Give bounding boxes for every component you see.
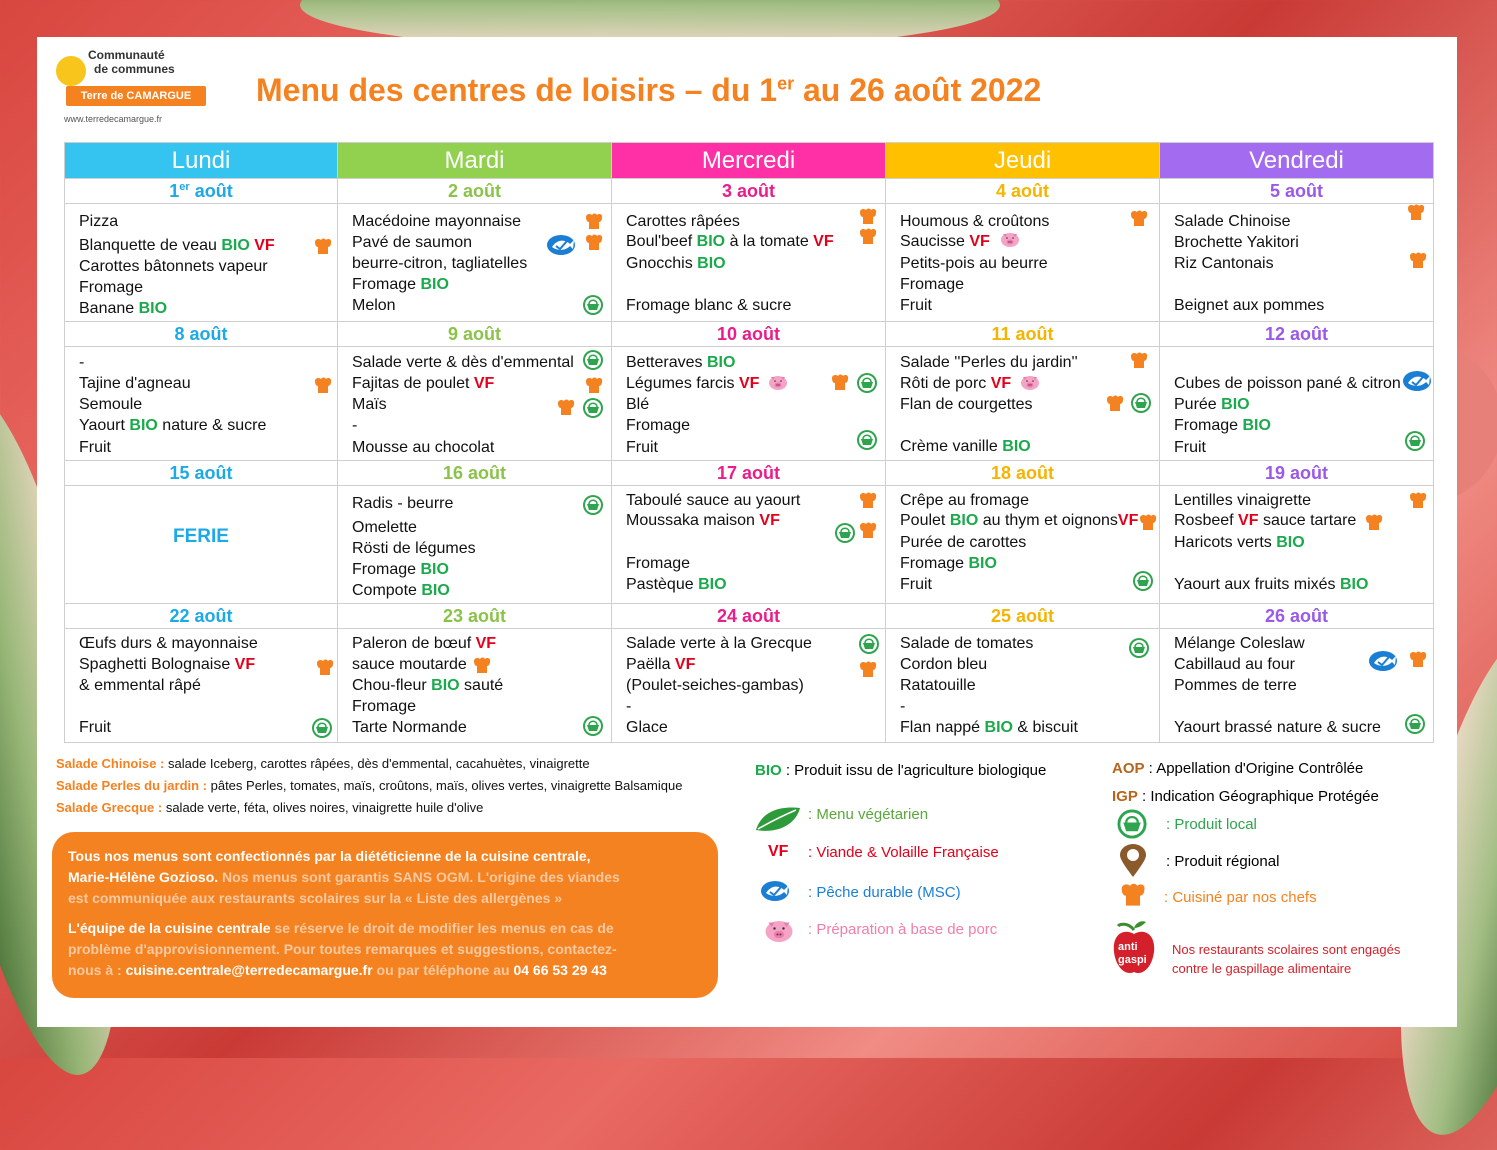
- menu-cell-jeudi: [886, 204, 1160, 322]
- date-vendredi: 5 août: [1160, 179, 1434, 204]
- dish-line: Mélange Coleslaw: [1174, 635, 1305, 652]
- regional-pin-icon: [1118, 843, 1148, 879]
- menu-row: [65, 204, 1434, 322]
- dish-line: -: [352, 417, 358, 434]
- dish-line: Pavé de saumon: [352, 234, 473, 251]
- dish-line: Purée de carottes: [900, 534, 1027, 551]
- dish-line: Fromage BIO: [352, 276, 449, 293]
- date-mercredi: 24 août: [612, 604, 886, 629]
- dish-line: Flan de courgettes: [900, 396, 1033, 413]
- bio-tag: BIO: [696, 233, 726, 250]
- chef-hat-icon: [584, 213, 604, 230]
- dish-line: Spaghetti Bolognaise VF: [79, 656, 256, 673]
- dish-line: Cubes de poisson pané & citron: [1174, 375, 1401, 392]
- logo-band: Terre de CAMARGUE: [66, 86, 206, 106]
- chef-hat-icon: [858, 661, 878, 678]
- legend-msc: : Pêche durable (MSC): [808, 884, 961, 901]
- dish-line: Yaourt brassé nature & sucre: [1174, 719, 1381, 736]
- date-lundi: 1er août: [65, 179, 338, 204]
- menu-cell-lundi: [65, 347, 338, 461]
- dish-line: Ratatouille: [900, 677, 976, 694]
- vf-tag: VF: [759, 512, 780, 529]
- dish-line: Brochette Yakitori: [1174, 234, 1299, 251]
- bio-tag: BIO: [138, 300, 168, 317]
- chef-hat-icon: [1406, 204, 1426, 221]
- local-basket-icon: [582, 397, 604, 419]
- dish-line: Rosbeef VF sauce tartare: [1174, 512, 1357, 529]
- vf-tag: VF: [473, 375, 495, 392]
- chef-hat-icon: [1408, 252, 1428, 269]
- date-row: [65, 322, 1434, 347]
- legend-vf: : Viande & Volaille Française: [808, 844, 999, 861]
- chef-hat-icon: [584, 377, 604, 394]
- dish-line: Lentilles vinaigrette: [1174, 492, 1311, 509]
- chef-hat-icon: [1138, 514, 1158, 531]
- dish-line: Poulet BIO au thym et oignonsVF: [900, 512, 1139, 529]
- bio-tag: BIO: [1242, 417, 1271, 434]
- dish-line: Fromage blanc & sucre: [626, 297, 792, 314]
- menu-cell-jeudi: [886, 486, 1160, 604]
- chef-hat-icon: [1364, 514, 1384, 531]
- chef-hat-icon: [1408, 492, 1428, 509]
- date-jeudi: 25 août: [886, 604, 1160, 629]
- note-grecque: Salade Grecque : salade verte, féta, olives noires, vinaigrette huile d'olive: [56, 800, 484, 815]
- dish-line: Rösti de légumes: [352, 540, 476, 557]
- vf-tag: VF: [674, 656, 696, 673]
- vf-tag: VF: [1238, 512, 1259, 529]
- date-lundi: 22 août: [65, 604, 338, 629]
- dish-line: Paëlla VF: [626, 656, 696, 673]
- legend-igp: IGP : Indication Géographique Protégée: [1112, 788, 1379, 805]
- logo-url: www.terredecamargue.fr: [64, 114, 163, 124]
- date-jeudi: 4 août: [886, 179, 1160, 204]
- vf-tag: VF: [1117, 512, 1139, 529]
- dish-line: Boul'beef BIO à la tomate VF: [626, 233, 834, 250]
- chef-hat-icon: [830, 374, 850, 391]
- logo: [56, 48, 216, 128]
- dish-line: Blé: [626, 396, 650, 413]
- bio-tag: BIO: [1339, 576, 1369, 593]
- legend-local: : Produit local: [1166, 816, 1257, 833]
- chef-hat-icon: [858, 228, 878, 245]
- bio-tag: BIO: [1276, 534, 1305, 551]
- dish-line: -: [900, 698, 906, 715]
- dish-line: Semoule: [79, 396, 143, 413]
- legend-bio: BIO : Produit issu de l'agriculture biologique: [755, 762, 1047, 779]
- dish-line: Crêpe au fromage: [900, 492, 1029, 509]
- day-header-row: [65, 143, 1434, 179]
- dish-line: (Poulet-seiches-gambas): [626, 677, 804, 694]
- menu-cell-jeudi: [886, 629, 1160, 743]
- bio-tag: BIO: [984, 719, 1013, 736]
- chef-hat-icon: [858, 208, 878, 225]
- vf-tag: VF: [813, 233, 834, 250]
- menu-cell-mercredi: [612, 347, 886, 461]
- sun-icon: [56, 56, 86, 86]
- bio-tag: BIO: [697, 255, 726, 272]
- dish-line: Yaourt BIO nature & sucre: [79, 417, 267, 434]
- bio-tag: BIO: [431, 677, 460, 694]
- vf-tag: VF: [990, 375, 1012, 392]
- dish-line: Fruit: [1174, 439, 1206, 456]
- dish-line: Macédoine mayonnaise: [352, 213, 521, 230]
- chef-hat-icon: [858, 522, 878, 539]
- dish-line: Chou-fleur BIO sauté: [352, 677, 504, 694]
- bio-tag: BIO: [698, 576, 727, 593]
- dish-line: Pizza: [79, 213, 119, 230]
- local-basket-icon: [1132, 570, 1154, 592]
- local-basket-icon: [311, 717, 333, 739]
- note-perles: Salade Perles du jardin : pâtes Perles, tomates, maïs, croûtons, maïs, olives vertes, vinaigrette Balsamique: [56, 778, 683, 793]
- dish-line: Fromage: [626, 417, 691, 434]
- dish-line: Salade ''Perles du jardin'': [900, 354, 1078, 371]
- date-row: [65, 461, 1434, 486]
- local-basket-icon: [582, 715, 604, 737]
- vf-tag: VF: [234, 656, 256, 673]
- date-vendredi: 26 août: [1160, 604, 1434, 629]
- dish-line: Beignet aux pommes: [1174, 297, 1325, 314]
- logo-line1: Communauté: [88, 48, 165, 62]
- bio-tag: BIO: [420, 561, 449, 578]
- local-basket-icon: [1404, 713, 1426, 735]
- local-basket-icon: [858, 633, 880, 655]
- bio-tag: BIO: [949, 512, 979, 529]
- date-mardi: 9 août: [338, 322, 612, 347]
- menu-cell-mercredi: [612, 486, 886, 604]
- ferie-label: FERIE: [173, 526, 229, 547]
- bio-tag: BIO: [420, 276, 449, 293]
- dish-line: Blanquette de veau BIO VF: [79, 237, 275, 254]
- dish-line: Tajine d'agneau: [79, 375, 191, 392]
- local-basket-icon: [582, 294, 604, 316]
- chef-hat-icon: [1408, 651, 1428, 668]
- menu-cell-mardi: [338, 204, 612, 322]
- menu-cell-mardi: [338, 486, 612, 604]
- apple-text-2: gaspi: [1118, 954, 1147, 966]
- dish-line: Haricots verts BIO: [1174, 534, 1305, 551]
- local-basket-icon: [1130, 392, 1152, 414]
- legend-chefs: : Cuisiné par nos chefs: [1164, 889, 1317, 906]
- dish-line: Compote BIO: [352, 582, 450, 599]
- chef-hat-icon: [313, 377, 333, 394]
- dish-line: Salade verte & dès d'emmental: [352, 354, 574, 371]
- local-basket-icon: [582, 494, 604, 516]
- dish-line: sauce moutarde: [352, 656, 467, 673]
- date-mercredi: 3 août: [612, 179, 886, 204]
- chef-hat-icon: [472, 657, 492, 674]
- dish-line: Mousse au chocolat: [352, 439, 495, 456]
- day-header-vendredi: Vendredi: [1160, 143, 1434, 179]
- dish-line: Gnocchis BIO: [626, 255, 726, 272]
- legend-vegetarien: : Menu végétarien: [808, 806, 929, 823]
- chef-hat-icon: [1129, 352, 1149, 369]
- dish-line: -: [626, 698, 632, 715]
- day-header-jeudi: Jeudi: [886, 143, 1160, 179]
- dish-line: Fruit: [79, 439, 111, 456]
- dish-line: Fromage: [626, 555, 691, 572]
- dish-line: Fajitas de poulet VF: [352, 375, 495, 392]
- dish-line: Légumes farcis VF: [626, 375, 760, 392]
- dish-line: Carottes râpées: [626, 213, 740, 230]
- dish-line: Yaourt aux fruits mixés BIO: [1174, 576, 1369, 593]
- date-mardi: 2 août: [338, 179, 612, 204]
- pig-icon: [1000, 231, 1020, 247]
- legend-antigaspi: Nos restaurants scolaires sont engagés contre le gaspillage alimentaire: [1172, 942, 1401, 976]
- dish-line: Paleron de bœuf VF: [352, 635, 497, 652]
- dish-line: Fromage: [79, 279, 144, 296]
- date-row: [65, 604, 1434, 629]
- chef-hat-icon: [556, 399, 576, 416]
- vf-tag: VF: [738, 375, 760, 392]
- date-lundi: 8 août: [65, 322, 338, 347]
- legend-vf-key: VF: [768, 843, 789, 860]
- dish-line: Melon: [352, 297, 396, 314]
- dish-line: Radis - beurre: [352, 495, 454, 512]
- pig-icon: [1020, 374, 1040, 390]
- dish-line: Salade de tomates: [900, 635, 1034, 652]
- bio-tag: BIO: [421, 582, 450, 599]
- dish-line: Salade Chinoise: [1174, 213, 1291, 230]
- local-basket-icon: [1128, 637, 1150, 659]
- chef-hat-icon: [584, 234, 604, 251]
- dish-line: beurre-citron, tagliatelles: [352, 255, 528, 272]
- salad-notes: [56, 756, 682, 822]
- msc-fish-icon: [1402, 370, 1432, 392]
- info-paragraph-2: L'équipe de la cuisine centrale se réserve le droit de modifier les menus en cas de problème d'approvisionnement. Pour toutes remarques et suggestions, contactez- nous à : cuisine.centrale@terredecamargue.fr ou par téléphone au 04 66 53 29 43: [68, 920, 617, 978]
- dish-line: -: [79, 354, 85, 371]
- menu-table: [64, 142, 1434, 743]
- day-header-mercredi: Mercredi: [612, 143, 886, 179]
- chef-hat-icon: [1118, 883, 1148, 907]
- info-box: [52, 832, 718, 998]
- dish-line: Moussaka maison VF: [626, 512, 780, 529]
- dish-line: Fromage: [352, 698, 417, 715]
- date-mercredi: 17 août: [612, 461, 886, 486]
- menu-row: [65, 347, 1434, 461]
- dish-line: Salade verte à la Grecque: [626, 635, 812, 652]
- dish-line: Fromage BIO: [900, 555, 997, 572]
- msc-fish-icon: [546, 234, 576, 256]
- dish-line: Pastèque BIO: [626, 576, 727, 593]
- bio-tag: BIO: [1221, 396, 1250, 413]
- chef-hat-icon: [315, 659, 335, 676]
- page-title: Menu des centres de loisirs – du 1er au 26 août 2022: [256, 72, 1042, 108]
- msc-fish-icon: [760, 880, 790, 902]
- date-mercredi: 10 août: [612, 322, 886, 347]
- local-basket-icon: [1404, 430, 1426, 452]
- menu-cell-vendredi: [1160, 486, 1434, 604]
- dish-line: Riz Cantonais: [1174, 255, 1274, 272]
- menu-cell-lundi: [65, 486, 338, 604]
- dish-line: Fromage BIO: [1174, 417, 1271, 434]
- pig-icon: [764, 918, 794, 942]
- menu-cell-lundi: [65, 204, 338, 322]
- dish-line: Maïs: [352, 396, 387, 413]
- date-lundi: 15 août: [65, 461, 338, 486]
- menu-cell-mardi: [338, 347, 612, 461]
- msc-fish-icon: [1368, 650, 1398, 672]
- dish-line: Crème vanille BIO: [900, 438, 1031, 455]
- legend-porc: : Préparation à base de porc: [808, 921, 998, 938]
- vf-tag: VF: [969, 233, 990, 250]
- dish-line: Houmous & croûtons: [900, 213, 1050, 230]
- dish-line: Cabillaud au four: [1174, 656, 1295, 673]
- legend-regional: : Produit régional: [1166, 853, 1280, 870]
- local-basket-icon: [582, 349, 604, 371]
- menu-cell-mercredi: [612, 204, 886, 322]
- date-mardi: 23 août: [338, 604, 612, 629]
- contact-email[interactable]: cuisine.centrale@terredecamargue.fr: [125, 962, 373, 978]
- legend-aop: AOP : Appellation d'Origine Contrôlée: [1112, 760, 1364, 777]
- date-jeudi: 11 août: [886, 322, 1160, 347]
- date-vendredi: 12 août: [1160, 322, 1434, 347]
- menu-row: [65, 629, 1434, 743]
- logo-line2: de communes: [94, 62, 175, 76]
- dish-line: Œufs durs & mayonnaise: [79, 635, 258, 652]
- date-row: [65, 179, 1434, 204]
- bio-tag: BIO: [221, 237, 250, 254]
- bio-tag: BIO: [968, 555, 997, 572]
- date-jeudi: 18 août: [886, 461, 1160, 486]
- dish-line: Tarte Normande: [352, 719, 467, 736]
- pig-icon: [768, 374, 788, 390]
- chef-hat-icon: [1129, 210, 1149, 227]
- dish-line: Rôti de porc VF: [900, 375, 1012, 392]
- dish-line: Glace: [626, 719, 668, 736]
- local-basket-icon: [1116, 808, 1148, 840]
- local-basket-icon: [834, 522, 856, 544]
- dish-line: Fromage: [900, 276, 965, 293]
- dish-line: Fruit: [900, 297, 932, 314]
- menu-cell-vendredi: [1160, 204, 1434, 322]
- info-paragraph-1: Tous nos menus sont confectionnés par la diététicienne de la cuisine centrale, Marie-Hélène Gozioso. Nos menus sont garantis SANS OGM. L'origine des viandes est communiquée aux restaurants scolaires sur la « Liste des allergènes »: [68, 848, 620, 906]
- chef-hat-icon: [313, 238, 333, 255]
- note-chinoise: Salade Chinoise : salade Iceberg, carottes râpées, dès d'emmental, cacahuètes, vinaigrette: [56, 756, 590, 771]
- menu-cell-jeudi: [886, 347, 1160, 461]
- dish-line: Banane BIO: [79, 300, 168, 317]
- dish-line: Flan nappé BIO & biscuit: [900, 719, 1078, 736]
- leaf-icon: [752, 804, 802, 834]
- menu-row: [65, 486, 1434, 604]
- dish-line: Fromage BIO: [352, 561, 449, 578]
- vf-tag: VF: [254, 237, 275, 254]
- dish-line: Omelette: [352, 519, 417, 536]
- dish-line: Betteraves BIO: [626, 354, 736, 371]
- date-vendredi: 19 août: [1160, 461, 1434, 486]
- chef-hat-icon: [858, 492, 878, 509]
- vf-tag: VF: [475, 635, 497, 652]
- apple-text-1: anti: [1118, 941, 1138, 953]
- bio-tag: BIO: [129, 417, 158, 434]
- dish-line: Purée BIO: [1174, 396, 1250, 413]
- bio-tag: BIO: [706, 354, 736, 371]
- menu-cell-lundi: [65, 629, 338, 743]
- menu-cell-mardi: [338, 629, 612, 743]
- dish-line: Carottes bâtonnets vapeur: [79, 258, 268, 275]
- menu-cell-vendredi: [1160, 629, 1434, 743]
- dish-line: Cordon bleu: [900, 656, 988, 673]
- dish-line: Petits-pois au beurre: [900, 255, 1048, 272]
- local-basket-icon: [856, 372, 878, 394]
- dish-line: Fruit: [626, 439, 658, 456]
- dish-line: Saucisse VF: [900, 233, 990, 250]
- dish-line: Fruit: [900, 576, 932, 593]
- date-mardi: 16 août: [338, 461, 612, 486]
- day-header-mardi: Mardi: [338, 143, 612, 179]
- dish-line: Pommes de terre: [1174, 677, 1297, 694]
- dish-line: & emmental râpé: [79, 677, 201, 694]
- menu-cell-vendredi: [1160, 347, 1434, 461]
- bio-tag: BIO: [1002, 438, 1031, 455]
- dish-line: Fruit: [79, 719, 111, 736]
- day-header-lundi: Lundi: [65, 143, 338, 179]
- dish-line: Taboulé sauce au yaourt: [626, 492, 801, 509]
- menu-cell-mercredi: [612, 629, 886, 743]
- local-basket-icon: [856, 429, 878, 451]
- chef-hat-icon: [1105, 395, 1125, 412]
- contact-phone: 04 66 53 29 43: [513, 962, 607, 978]
